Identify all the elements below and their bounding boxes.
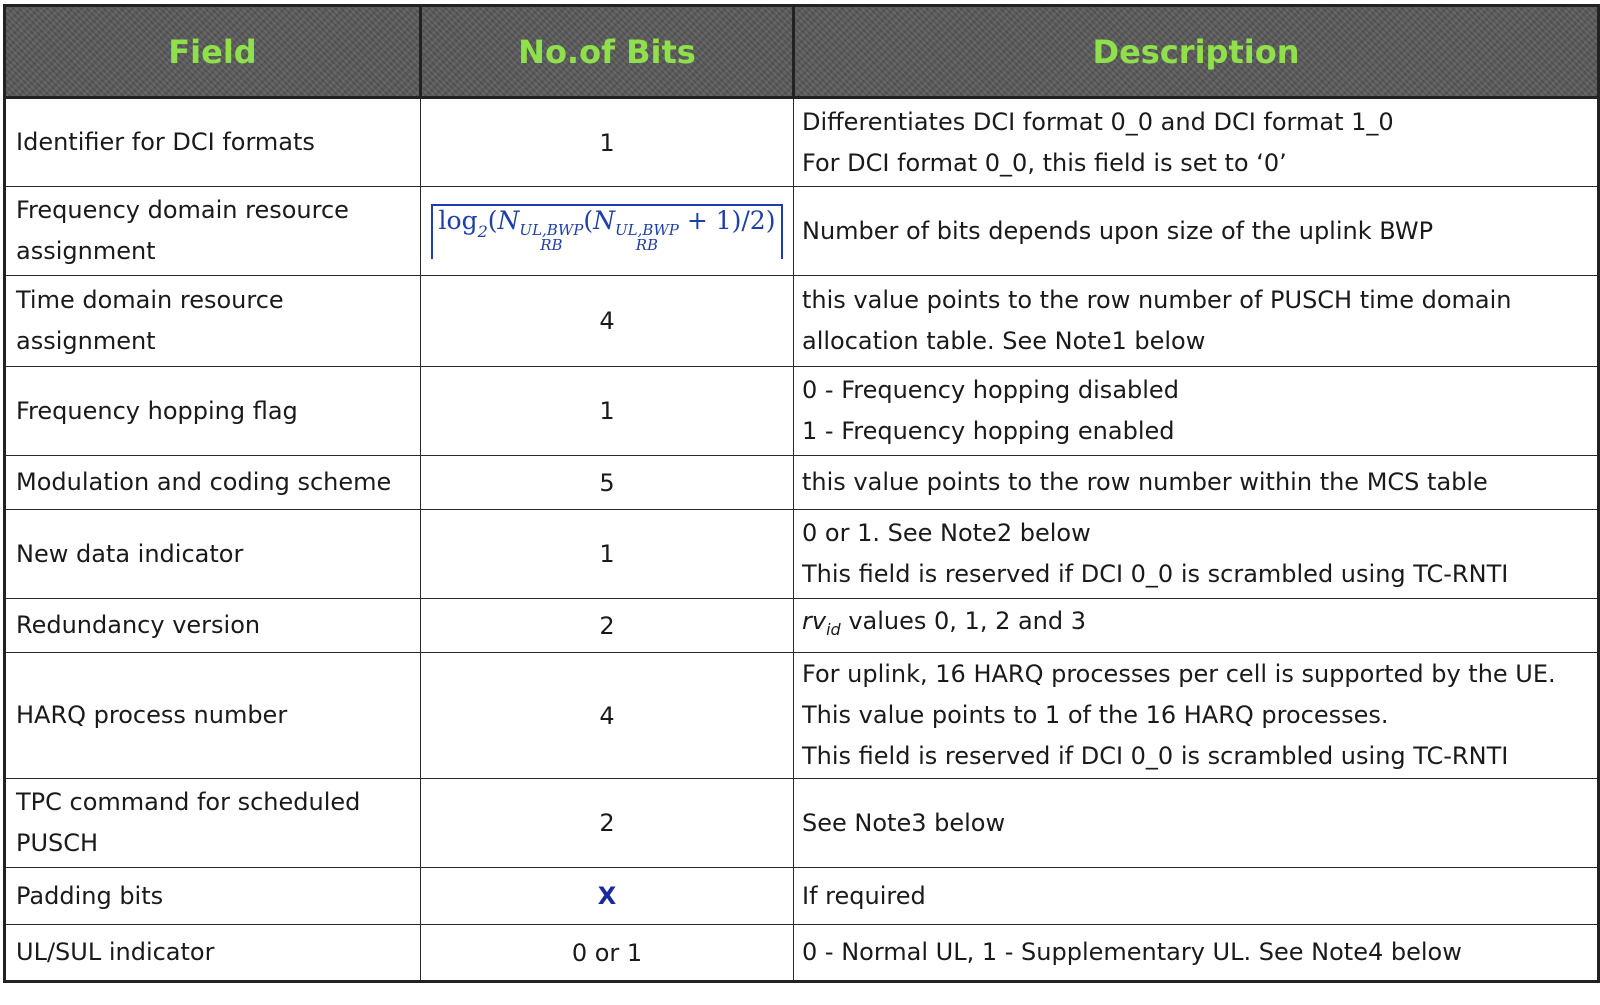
description-cell (794, 653, 1599, 779)
bits-cell (421, 868, 794, 925)
description-cell (794, 367, 1599, 456)
description-line: 1 - Frequency hopping enabled (802, 417, 1175, 445)
description-cell: Number of bits depends upon size of the uplink BWP (794, 187, 1599, 276)
table-row (5, 925, 1599, 982)
bits-cell: 5 (421, 456, 794, 510)
field-cell: Frequency hopping flag (5, 367, 421, 456)
table-row (5, 510, 1599, 599)
description-line: This field is reserved if DCI 0_0 is scrambled using TC-RNTI (802, 560, 1509, 588)
field-cell: TPC command for scheduled PUSCH (5, 779, 421, 868)
description-cell (794, 98, 1599, 187)
table-row (5, 599, 1599, 653)
header-row (5, 6, 1599, 98)
bits-formula: $\log_2(N$ UL,BWP RB (N UL,BWP RB + 1)/2) (431, 204, 784, 259)
description-line: For DCI format 0_0, this field is set to ‘0’ (802, 148, 1287, 177)
header-field: Field (5, 6, 421, 98)
table-row (5, 98, 1599, 187)
bits-cell: 4 (421, 276, 794, 367)
bits-cell: 1 (421, 98, 794, 187)
description-cell: this value points to the row number within the MCS table (794, 456, 1599, 510)
dci-format-table (3, 4, 1600, 983)
header-description: Description (794, 6, 1599, 98)
description-cell (794, 510, 1599, 599)
field-cell: Identifier for DCI formats (5, 98, 421, 187)
table-row (5, 653, 1599, 779)
field-cell: New data indicator (5, 510, 421, 599)
bits-cell: 0 or 1 (421, 925, 794, 982)
bits-cell: 1 (421, 367, 794, 456)
field-cell: HARQ process number (5, 653, 421, 779)
table-row (5, 456, 1599, 510)
description-cell (794, 599, 1599, 653)
description-cell: this value points to the row number of PUSCH time domain allocation table. See Note1 below (794, 276, 1599, 367)
rv-id-symbol: $rv_{id}$ (802, 607, 841, 639)
table-row (5, 276, 1599, 367)
description-line: This field is reserved if DCI 0_0 is scrambled using TC-RNTI (802, 742, 1509, 770)
description-cell: See Note3 below (794, 779, 1599, 868)
table-row (5, 187, 1599, 276)
bits-cell: 1 (421, 510, 794, 599)
field-cell: Time domain resource assignment (5, 276, 421, 367)
description-line: Differentiates DCI format 0_0 and DCI format 1_0 (802, 107, 1394, 136)
field-cell: UL/SUL indicator (5, 925, 421, 982)
table-row (5, 367, 1599, 456)
bits-cell (421, 187, 794, 276)
description-line: values 0, 1, 2 and 3 (848, 607, 1087, 636)
description-line: For uplink, 16 HARQ processes per cell is supported by the UE. This value points to 1 of the 16 HARQ processes. (802, 660, 1556, 729)
table-row (5, 779, 1599, 868)
field-cell: Frequency domain resource assignment (5, 187, 421, 276)
table-row (5, 868, 1599, 925)
header-bits: No.of Bits (421, 6, 794, 98)
description-cell: If required (794, 868, 1599, 925)
description-line: 0 or 1. See Note2 below (802, 519, 1091, 547)
field-cell: Redundancy version (5, 599, 421, 653)
bits-cell: 2 (421, 599, 794, 653)
bits-cell: 2 (421, 779, 794, 868)
field-cell: Padding bits (5, 868, 421, 925)
field-cell: Modulation and coding scheme (5, 456, 421, 510)
bits-x-value: X (597, 882, 617, 910)
description-line: 0 - Frequency hopping disabled (802, 376, 1179, 404)
bits-cell: 4 (421, 653, 794, 779)
description-cell: 0 - Normal UL, 1 - Supplementary UL. See Note4 below (794, 925, 1599, 982)
